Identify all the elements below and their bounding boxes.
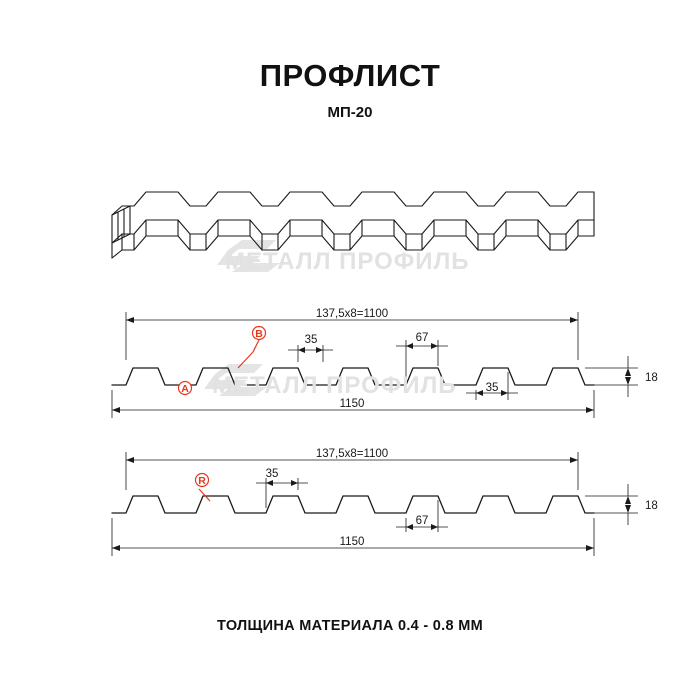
dim-height-1: 18 xyxy=(645,372,658,384)
dim-flange-35-1: 35 xyxy=(304,334,318,346)
material-thickness-note: ТОЛЩИНА МАТЕРИАЛА 0.4 - 0.8 ММ xyxy=(217,618,483,634)
dim-height-2: 18 xyxy=(645,500,658,512)
dim-rib-67-1: 67 xyxy=(415,332,429,344)
dim-total-width-1: 1150 xyxy=(339,398,365,410)
page-title: ПРОФЛИСТ xyxy=(259,58,441,93)
marker-r-label: R xyxy=(198,475,206,487)
marker-a-label: A xyxy=(181,383,189,395)
dim-top-pitch-2: 137,5х8=1100 xyxy=(315,448,389,460)
marker-b-label: B xyxy=(255,328,263,340)
dim-top-pitch-1: 137,5х8=1100 xyxy=(315,308,389,320)
dim-flange-35-2: 35 xyxy=(485,382,499,394)
dim-total-width-2: 1150 xyxy=(339,536,365,548)
watermark-text-bottom: МЕТАЛЛ ПРОФИЛЬ xyxy=(212,372,457,399)
product-model: МП-20 xyxy=(327,104,373,121)
watermark-text-top: МЕТАЛЛ ПРОФИЛЬ xyxy=(225,248,470,275)
dim-flange-35-3: 35 xyxy=(265,468,279,480)
section-top-dimensions xyxy=(112,312,638,418)
section-bottom-dimensions xyxy=(112,452,638,556)
dim-rib-67-2: 67 xyxy=(415,515,429,527)
section-bottom-profile xyxy=(112,496,594,513)
